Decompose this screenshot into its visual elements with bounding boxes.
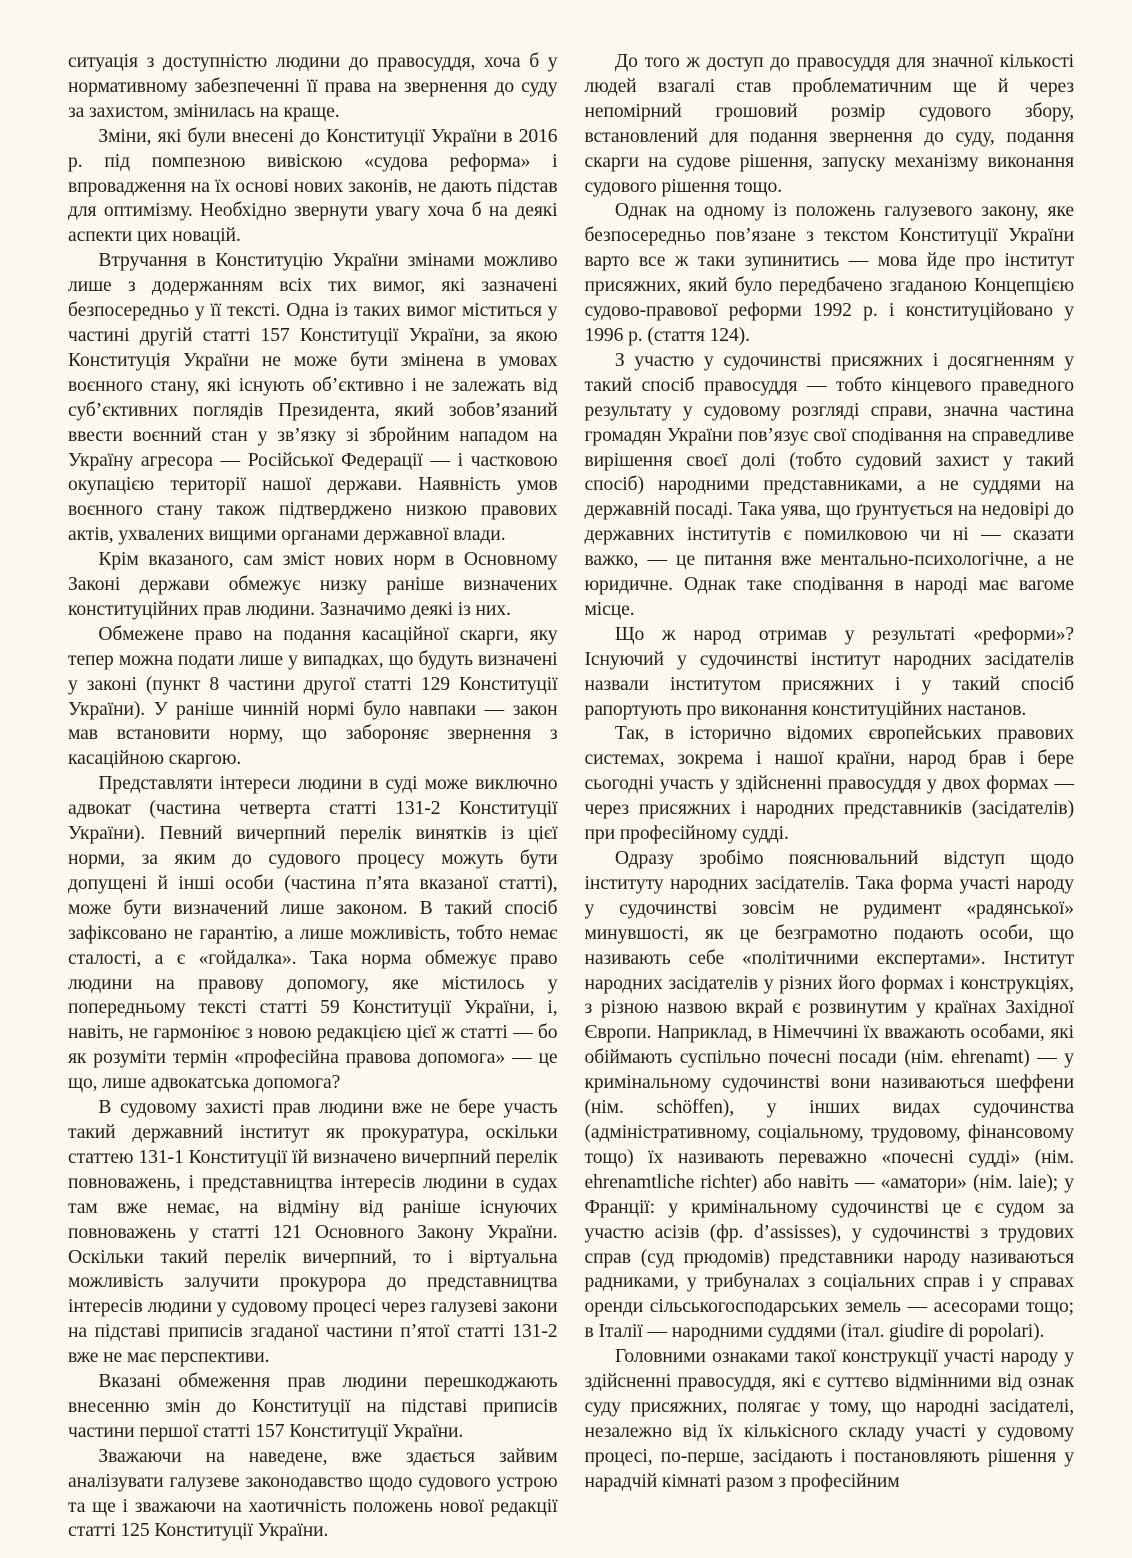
paragraph: Так, в історично відомих європейських правових системах, зокрема і нашої країни, народ брав і бере сьогодні участь у здійсненні правосуддя у двох формах — через присяжних і народних представників (засідателів) при професійному судді.	[584, 723, 1074, 845]
paragraph: Вказані обмеження прав людини перешкоджають внесенню змін до Конституції на підставі приписів частини першої статті 157 Конституції України.	[68, 1371, 558, 1442]
paragraph: Головними ознаками такої конструкції участі народу у здійсненні правосуддя, які є суттєво відмінними від ознак суду присяжних, полягає у тому, що народні засідателі, незалежно від їх кількісного складу участі у судовому процесі, по-перше, засідають і постановляють рішення у нарадчій кімнаті разом з професійним	[584, 1346, 1074, 1492]
paragraph: Зміни, які були внесені до Конституції України в 2016 р. під помпезною вивіскою «судова реформа» і впровадження на їх основі нових законів, не дають підстав для оптимізму. Необхідно звернути увагу хоча б на деякі аспекти цих новацій.	[68, 125, 558, 247]
text-column-right	[585, 50, 1075, 1524]
paragraph: З участю у судочинстві присяжних і досягненням у такий спосіб правосуддя — тобто кінцевого праведного результату у судовому розгляді справи, значна частина громадян України пов’язує свої сподівання на справедливе вирішення своєї долі (тобто судовий захист у такий спосіб) народними представниками, а не суддями на державній посаді. Така уява, що ґрунтується на недовірі до державних інститутів є помилковою чи ні — сказати важко, — це питання вже ментально-психологічне, а не юридичне. Однак таке сподівання в народі має вагоме місце.	[584, 349, 1074, 620]
paragraph: До того ж доступ до правосуддя для значної кількості людей взагалі став проблематичним ще й через непомірний грошовий розмір судового збору, встановлений для подання звернення до суду, подання скарги на судове рішення, запуску механізму виконання судового рішення тощо.	[584, 51, 1074, 197]
paragraph: Одразу зробімо пояснювальний відступ щодо інституту народних засідателів. Така форма участі народу у судочинстві зовсім не рудимент «радянської» минувшості, як це безграмотно подають особи, що називають себе «політичними експертами». Інститут народних засідателів у різних його формах і конструкціях, з різною назвою вкрай є розвинутим у країнах Західної Європи. Наприклад, в Німеччині їх вважають особами, які обіймають суспільно почесні посади (нім. ehrenamt) — у кримінальному судочинстві вони називаються шеффени (нім. schöffen), у інших видах судочинства (адміністративному, соціальному, трудовому, фінансовому тощо) їх називають переважно «почесні судді» (нім. ehrenamtliche richter) або навіть — «аматори» (нім. laie); у Франції: у кримінальному судочинстві це є судом за участю асізів (фр. d’assisses), у судочинстві з трудових справ (суд прюдомів) представники народу називаються радниками, у трибуналах з соціальних справ і у справах оренди сільськогосподарських земель — асесорами тощо; в Італії — народними суддями (італ. giudire di popolari).	[584, 848, 1074, 1343]
paragraph: Обмежене право на подання касаційної скарги, яку тепер можна подати лише у випадках, що будуть визначені у законі (пункт 8 частини другої статті 129 Конституції України). У раніше чинній нормі було навпаки — закон мав встановити норму, що забороняє звернення з касаційною скаргою.	[68, 623, 558, 770]
paragraph: Що ж народ отримав у результаті «реформи»? Існуючий у судочинстві інститут народних засідателів назвали інститутом присяжних і у такий спосіб рапортують про виконання конституційних настанов.	[584, 623, 1074, 720]
paragraph: Крім вказаного, сам зміст нових норм в Основному Законі держави обмежує низку раніше визначених конституційних прав людини. Зазначимо деякі із них.	[68, 549, 558, 620]
paragraph: Втручання в Конституцію України змінами можливо лише з додержанням всіх тих вимог, які зазначені безпосередньо у її тексті. Одна із таких вимог міститься у частині другій статті 157 Конституції України, за якою Конституція України не може бути змінена в умовах воєнного стану, які існують об’єктивно і не залежать від суб’єктивних поглядів Президента, який зобов’язаний ввести воєнний стан у зв’язку зі збройним нападом на Україну агресора — Російської Федерації — і частковою окупацією території нашої держави. Наявність умов воєнного стану також підтверджено низкою правових актів, ухвалених вищими органами державної влади.	[68, 250, 558, 546]
paragraph: Представляти інтереси людини в суді може виключно адвокат (частина четверта статті 131-2 Конституції України). Певний вичерпний перелік винятків із цієї норми, за яким до судового процесу можуть бути допущені й інші особи (частина п’ята вказаної статті), може бути визначений лише законом. В такий спосіб зафіксовано не гарантію, а лише можливість, тобто немає сталості, а є «гойдалка». Така норма обмежує право людини на правову допомогу, яке містилось у попередньому тексті статті 59 Конституції України, і, навіть, не гармоніює з новою редакцією цієї ж статті — бо як розуміти термін «професійна правова допомога» — це що, лише адвокатська допомога?	[68, 773, 558, 1094]
paragraph: Зважаючи на наведене, вже здається зайвим аналізувати галузеве законодавство щодо судового устрою та ще і зважаючи на хаотичність положень нової редакції статті 125 Конституції України.	[68, 1445, 558, 1542]
paragraph: ситуація з доступністю людини до правосуддя, хоча б у нормативному забезпеченні її права на звернення до суду за захистом, змінилась на краще.	[68, 51, 558, 122]
paragraph: В судовому захисті прав людини вже не бере участь такий державний інститут як прокуратура, оскільки статтею 131-1 Конституції їй визначено вичерпний перелік повноважень, і представництва інтересів людини в судах там вже немає, на відміну від раніше існуючих повноважень у статті 121 Основного Закону України. Оскільки такий перелік вичерпний, то і віртуальна можливість залучити прокурора до представництва інтересів людини у судовому процесі через галузеві закони на підставі приписів згаданої частини п’ятої статті 131-2 вже не має перспективи.	[68, 1097, 558, 1368]
paragraph: Однак на одному із положень галузевого закону, яке безпосередньо пов’язане з текстом Конституції України варто все ж таки зупинитись — мова йде про інститут присяжних, який було передбачено згаданою Концепцією судово-правової реформи 1992 р. і конституційовано у 1996 р. (стаття 124).	[584, 200, 1074, 346]
text-column-left	[68, 50, 558, 1542]
